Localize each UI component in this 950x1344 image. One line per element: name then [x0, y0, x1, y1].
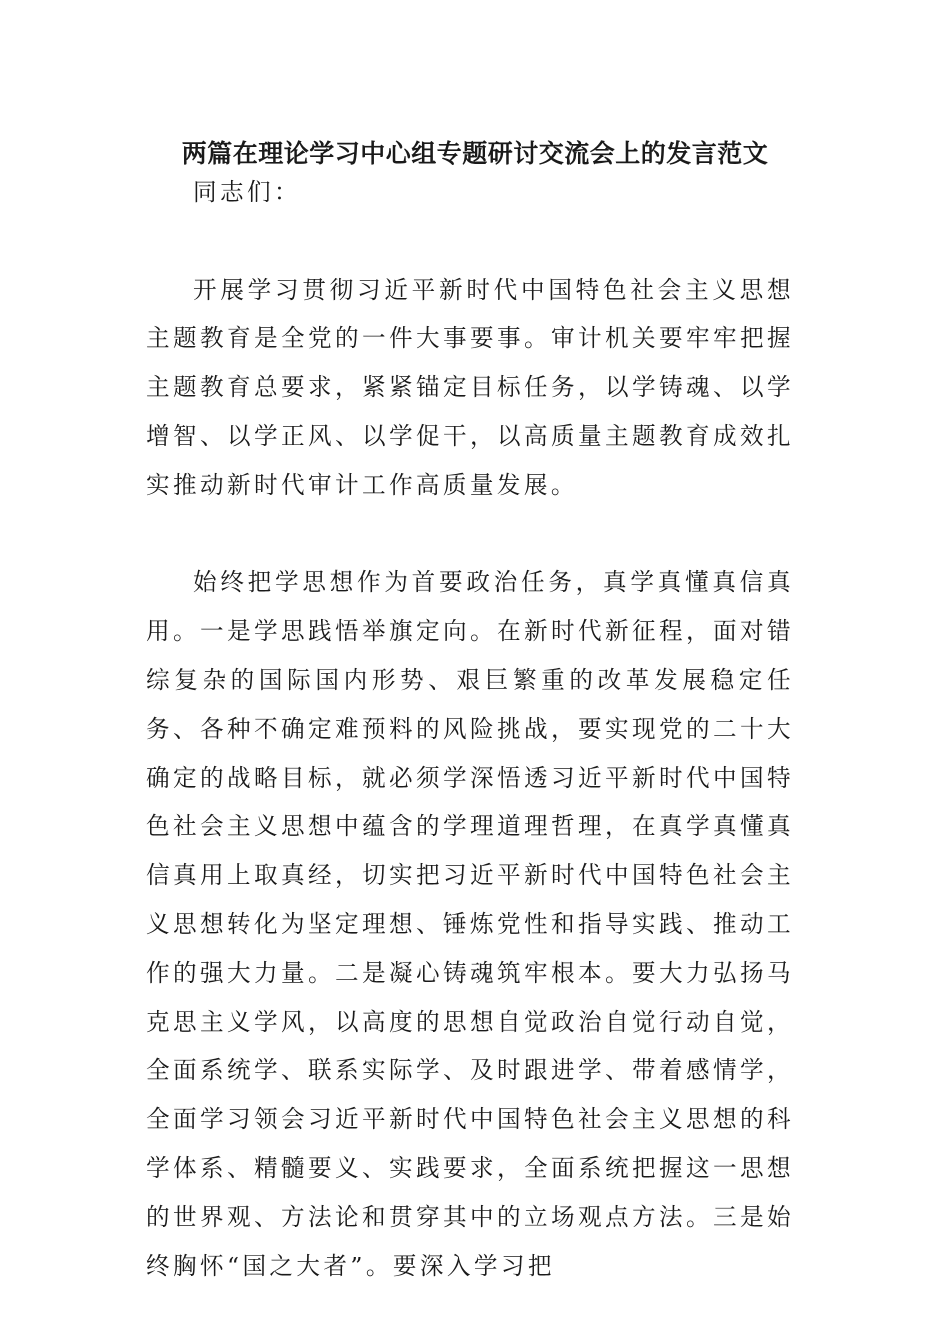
paragraph-1: 开展学习贯彻习近平新时代中国特色社会主义思想主题教育是全党的一件大事要事。审计机关要牢牢把握主题教育总要求，紧紧锚定目标任务，以学铸魂、以学增智、以学正风、以学促干，以高质量主题教育成效扎实推动新时代审计工作高质量发展。 [146, 275, 794, 499]
paragraph-2: 始终把学思想作为首要政治任务，真学真懂真信真用。一是学思践悟举旗定向。在新时代新征程，面对错综复杂的国际国内形势、艰巨繁重的改革发展稳定任务、各种不确定难预料的风险挑战，要实现党的二十大确定的战略目标，就必须学深悟透习近平新时代中国特色社会主义思想中蕴含的学理道理哲理，在真学真懂真信真用上取真经，切实把习近平新时代中国特色社会主义思想转化为坚定理想、锤炼党性和指导实践、推动工作的强大力量。二是凝心铸魂筑牢根本。要大力弘扬马克思主义学风，以高度的思想自觉政治自觉行动自觉，全面系统学、联系实际学、及时跟进学、带着感情学，全面学习领会习近平新时代中国特色社会主义思想的科学体系、精髓要义、实践要求，全面系统把握这一思想的世界观、方法论和贯穿其中的立场观点方法。三是始终胸怀“国之大者”。要深入学习把 [146, 568, 794, 1280]
document-title: 两篇在理论学习中心组专题研讨交流会上的发言范文 [181, 139, 769, 168]
document-body [146, 168, 794, 1290]
salutation: 同志们： [193, 178, 301, 206]
